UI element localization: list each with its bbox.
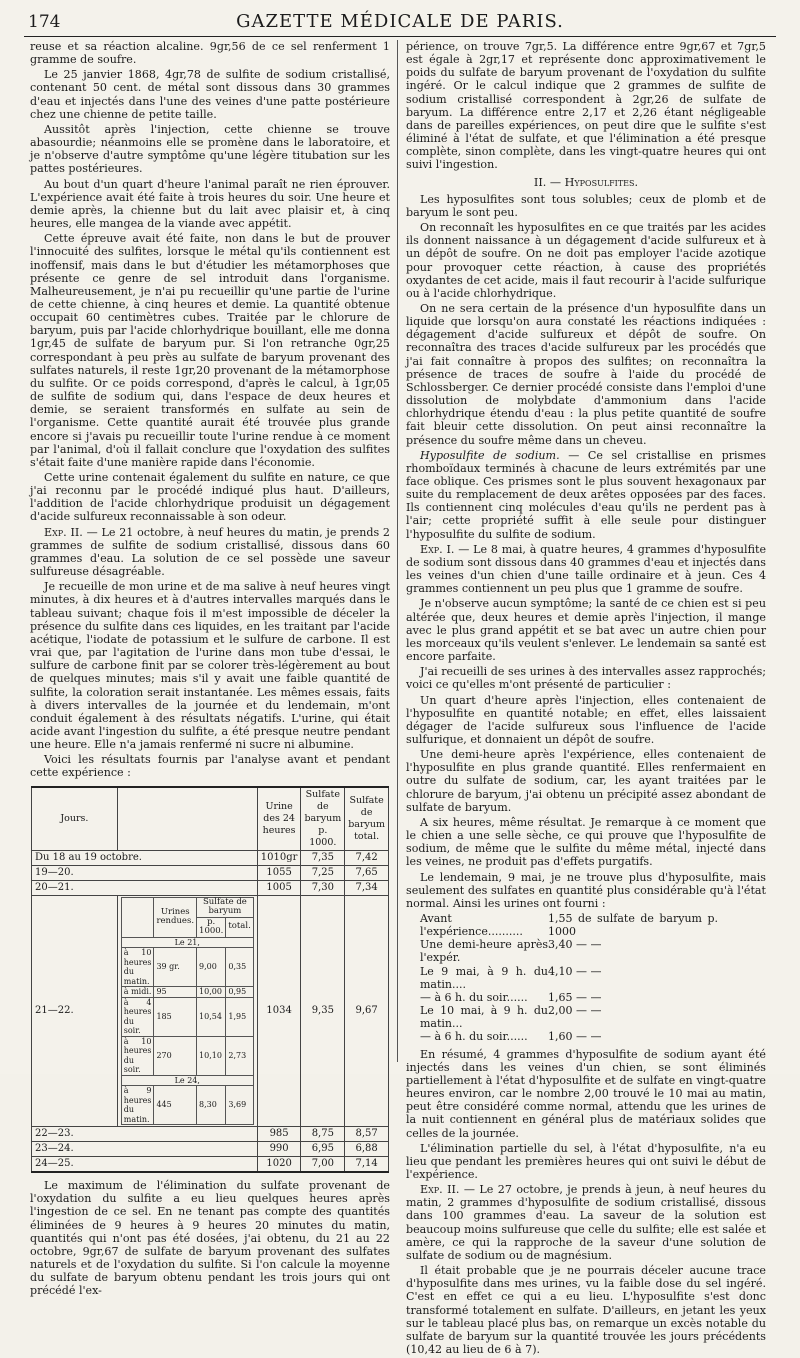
sub-cell-label: à 10 heures du soir. xyxy=(121,1036,154,1075)
paragraph: Il était probable que je ne pourrais déceler aucune trace d'hyposulfite dans mes urines, vu la faible dose du sel ingéré. C'est en effet ce qui a eu lieu. L'hyposulfite s'est donc transformé totalement en sulfate. D'ailleurs, en jetant les yeux sur le tableau placé plus bas, on remarque un excès notable du sulfate de baryum sur la quantité trouvée les jours précédents (10,42 au lieu de 6 à 7). xyxy=(406,1264,766,1356)
cell-urine: 990 xyxy=(257,1142,301,1157)
left-column xyxy=(30,40,390,1300)
cell-urine: 1010gr xyxy=(257,850,301,865)
sub-header-sulfate: Sulfate de baryum xyxy=(197,897,254,917)
sub-cell-label: à 9 heures du matin. xyxy=(121,1086,154,1125)
sub-cell-label: à 10 heures du matin. xyxy=(121,948,154,987)
sub-cell-p1000: 10,00 xyxy=(197,987,226,998)
sub-table-row xyxy=(121,1086,253,1125)
cell-total: 7,34 xyxy=(345,880,389,895)
paragraph: Les hyposulfites sont tous solubles; ceux de plomb et de baryum le sont peu. xyxy=(406,192,766,219)
sub-cell-urines: 95 xyxy=(154,987,197,998)
cell-p1000: 7,30 xyxy=(301,880,345,895)
column-header-sulfate: Sulfate de baryum p. 1000. xyxy=(301,787,345,851)
list-item-label: — à 6 h. du soir...... xyxy=(420,990,528,1004)
table-row xyxy=(32,865,389,880)
paragraph: Une demi-heure après l'expérience, elles contenaient de l'hyposulfite en plus grande quantité. Elles renfermaient en outre du sulfate de sodium, car, les ayant traitées par le chlorure de baryum, j'ai obtenu un précipité assez abondant de sulfate de baryum. xyxy=(406,748,766,814)
paragraph xyxy=(406,449,766,541)
cell-p1000: 7,00 xyxy=(301,1157,345,1173)
paragraph-text: — Ce sel cristallise en prismes rhomboïdaux terminés à chacune de leurs extrémités par une face oblique. Ces prismes sont le plus souvent hexagonaux par suite du remplacement de deux arêtes opposées par des faces. Ils contiennent cinq molécules d'eau qu'ils ne perdent pas à l'air; cette propriété suffit à elle seule pour distinguer l'hyposulfite du sulfite de sodium. xyxy=(406,448,766,541)
table-row xyxy=(32,895,389,1127)
sub-cell-urines: 445 xyxy=(154,1086,197,1125)
list-item xyxy=(420,1030,766,1043)
paragraph: Je recueille de mon urine et de ma salive à neuf heures vingt minutes, à dix heures et à d'autres intervalles marqués dans le tableau suivant; chaque fois il m'est impossible de déceler la présence du sulfite dans ces liquides, en les traitant par l'acide acétique, l'iodate de potassium et le sulfure de carbone. Il est vrai que, par l'agitation de l'urine dans mon tube d'essai, le sulfure de carbone finit par se colorer très-légèrement au bout de quelques minutes; mais s'il y avait une faible quantité de sulfite, la coloration serait instantanée. Les mêmes essais, faits à divers intervalles de la journée et du lendemain, m'ont conduit également à des résultats négatifs. L'urine, qui était acide avant l'ingestion du sulfite, a été presque neutre pendant une heure. Elle n'a jamais renfermé ni sucre ni albumine. xyxy=(30,580,390,752)
page-header xyxy=(24,10,776,37)
paragraph: Le 25 janvier 1868, 4gr,78 de sulfite de sodium cristallisé, contenant 50 cent. de métal sont dissous dans 30 grammes d'eau et injectés dans l'une des veines d'une patte postérieure chez une chienne de petite taille. xyxy=(30,68,390,121)
sub-table xyxy=(121,897,254,1126)
cell-jours: 22—23. xyxy=(32,1127,258,1142)
sub-table-cell xyxy=(117,895,257,1127)
cell-jours: 24—25. xyxy=(32,1157,258,1173)
table-row xyxy=(32,1157,389,1173)
sub-table-row xyxy=(121,1075,253,1086)
column-divider xyxy=(397,40,398,1062)
paragraph: reuse et sa réaction alcaline. 9gr,56 de ce sel renferment 1 gramme de soufre. xyxy=(30,40,390,67)
sub-cell-p1000: 10,10 xyxy=(197,1036,226,1075)
experiment-label: Exp. II. xyxy=(44,525,83,539)
paragraph xyxy=(406,1183,766,1262)
paragraph: Le lendemain, 9 mai, je ne trouve plus d'hyposulfite, mais seulement des sulfates en quantité plus considérable qu'à l'état normal. Ainsi les urines ont fourni : xyxy=(406,870,766,910)
right-column xyxy=(406,40,766,1358)
cell-urine: 1020 xyxy=(257,1157,301,1173)
sub-table-row xyxy=(121,1036,253,1075)
sub-table-row xyxy=(121,997,253,1036)
column-header-urine: Urine des 24 heures xyxy=(257,787,301,851)
cell-total: 9,67 xyxy=(345,895,389,1127)
cell-jours: 23—24. xyxy=(32,1142,258,1157)
section-title: II. — Hyposulfites. xyxy=(533,175,639,189)
sub-header-total: total. xyxy=(226,917,253,937)
paragraph xyxy=(30,526,390,579)
list-item xyxy=(420,938,766,964)
paragraph: Le maximum de l'élimination du sulfate provenant de l'oxydation du sulfite a eu lieu quelques heures après l'ingestion de ce sel. En ne tenant pas compte des quantités éliminées de 9 heures à 9 heures 20 minutes du matin, quantités qui n'ont pas été dosées, j'ai obtenu, du 21 au 22 octobre, 9gr,67 de sulfate de baryum provenant des sulfates naturels et de l'oxydation du sulfite. Si l'on calcule la moyenne du sulfate de baryum obtenu pendant les trois jours qui ont précédé l'ex- xyxy=(30,1179,390,1298)
paragraph: Cette épreuve avait été faite, non dans le but de prouver l'innocuité des sulfites, lorsque le métal qu'ils contiennent est inoffensif, mais dans le but d'étudier les métamorphoses que présente ce genre de sel introduit dans l'organisme. Malheureusement, je n'ai pu recueillir qu'une partie de l'urine de cette chienne, à cinq heures et demie. La quantité obtenue occupait 60 centimètres cubes. Traitée par le chlorure de baryum, puis par l'acide chlorhydrique bouillant, elle me donna 1gr,45 de sulfate de baryum pur. Si l'on retranche 0gr,25 correspondant à peu près au sulfate de baryum provenant des sulfates naturels, il reste 1gr,20 provenant de la métamorphose du sulfite. Or ce poids correspond, d'après le calcul, à 1gr,05 de sulfite de sodium qui, dans l'espace de deux heures et demie, se seraient transformés en sulfate au sein de l'organisme. Cette quantité aurait été trouvée plus grande encore si j'avais pu recueillir toute l'urine rendue à ce moment par l'animal, d'où il fallait conclure que l'oxydation des sulfites s'était faite d'une manière rapide dans l'économie. xyxy=(30,232,390,469)
paragraph: Au bout d'un quart d'heure l'animal paraît ne rien éprouver. L'expérience avait été faite à trois heures du soir. Une heure et demie après, la chienne but du lait avec plaisir et, à cinq heures, elle mangea de la viande avec appétit. xyxy=(30,177,390,231)
sub-cell-urines: 270 xyxy=(154,1036,197,1075)
cell-urine: 1055 xyxy=(257,865,301,880)
list-item-value: 2,00 — — xyxy=(548,1004,602,1018)
table-row xyxy=(32,880,389,895)
table-row xyxy=(32,1127,389,1142)
cell-p1000: 8,75 xyxy=(301,1127,345,1142)
cell-p1000: 9,35 xyxy=(301,895,345,1127)
list-item xyxy=(420,912,766,938)
sub-cell-total: 2,73 xyxy=(226,1036,253,1075)
cell-total: 7,42 xyxy=(345,850,389,865)
sub-group-title: Le 21, xyxy=(121,937,253,948)
list-item xyxy=(420,965,766,991)
list-item-value: 1,55 de sulfate de baryum p. 1000 xyxy=(548,912,718,939)
sub-cell-urines: 39 gr. xyxy=(154,948,197,987)
list-item-label: Avant l'expérience.......... xyxy=(420,912,523,939)
subsection-title: Hyposulfite de sodium. xyxy=(420,448,560,462)
sub-header-p1000: p. 1000. xyxy=(197,917,226,937)
table-row xyxy=(32,1142,389,1157)
paragraph: périence, on trouve 7gr,5. La différence entre 9gr,67 et 7gr,5 est égale à 2gr,17 et représente donc approximativement le poids du sulfate de baryum provenant de l'oxydation du sulfite ingéré. Or le calcul indique que 2 grammes de sulfite de sodium cristallisé correspondent à 2gr,26 de sulfate de baryum. La différence entre 2,17 et 2,26 étant négligeable dans de pareilles expériences, on peut dire que le sulfite s'est éliminé à l'état de sulfate, et que l'élimination a été presque complète, sinon complète, dans les vingt-quatre heures qui ont suivi l'ingestion. xyxy=(406,40,766,172)
sub-cell-p1000: 9,00 xyxy=(197,948,226,987)
sub-cell-p1000: 8,30 xyxy=(197,1086,226,1125)
sub-cell-total: 0,35 xyxy=(226,948,253,987)
results-table xyxy=(31,786,389,1174)
cell-jours: 20—21. xyxy=(32,880,258,895)
paragraph-text: — Le 21 octobre, à neuf heures du matin, je prends 2 grammes de sulfite de sodium cristallisé, dissous dans 60 grammes d'eau. La solution de ce sel possède une saveur sulfureuse désagréable. xyxy=(30,525,390,579)
sub-cell-total: 1,95 xyxy=(226,997,253,1036)
experiment-label: Exp. II. xyxy=(420,1183,460,1197)
sub-header-urines: Urines rendues. xyxy=(154,897,197,937)
paragraph: Je n'observe aucun symptôme; la santé de ce chien est si peu altérée que, deux heures et demie après l'injection, il mange avec le plus grand appétit et se bat avec un autre chien pour les morceaux qu'ils veulent s'enlever. Le lendemain sa santé est encore parfaite. xyxy=(406,597,766,664)
list-item-value: 1,65 — — xyxy=(548,990,602,1004)
cell-jours: 21—22. xyxy=(32,895,118,1127)
sub-table-row xyxy=(121,948,253,987)
sub-cell-label: à 4 heures du soir. xyxy=(121,997,154,1036)
paragraph: A six heures, même résultat. Je remarque à ce moment que le chien a une selle sèche, ce qui prouve que l'hyposulfite de sodium, de même que le sulfite du même métal, injecté dans les veines, ne produit pas d'effets purgatifs. xyxy=(406,815,766,869)
cell-total: 6,88 xyxy=(345,1142,389,1157)
sub-cell-total: 3,69 xyxy=(226,1086,253,1125)
cell-urine: 985 xyxy=(257,1127,301,1142)
sub-group-title: Le 24, xyxy=(121,1075,253,1086)
paragraph: Voici les résultats fournis par l'analyse avant et pendant cette expérience : xyxy=(30,753,390,780)
table-header-row xyxy=(32,787,389,851)
sub-cell-urines: 185 xyxy=(154,997,197,1036)
sub-cell-label: à midi. xyxy=(121,987,154,998)
list-item-label: Le 10 mai, à 9 h. du matin... xyxy=(420,1004,548,1031)
sub-cell-p1000: 10,54 xyxy=(197,997,226,1036)
cell-total: 8,57 xyxy=(345,1127,389,1142)
cell-jours: Du 18 au 19 octobre. xyxy=(32,850,258,865)
paragraph xyxy=(406,543,766,596)
experiment-label: Exp. I. xyxy=(420,542,455,556)
cell-p1000: 7,25 xyxy=(301,865,345,880)
paragraph: En résumé, 4 grammes d'hyposulfite de sodium ayant été injectés dans les veines d'un chien, se sont éliminés partiellement à l'état d'hyposulfite et de sulfate en vingt-quatre heures environ, car le nombre 2,00 trouvé le 10 mai au matin, peut être considéré comme normal, attendu que les urines de la nuit contiennent en général plus de matériaux solides que celles de la journée. xyxy=(406,1047,766,1140)
elimination-list xyxy=(420,912,766,1044)
paragraph: Aussitôt après l'injection, cette chienne se trouve abasourdie; néanmoins elle se promène dans le laboratoire, et je n'observe d'autre symptôme qu'une légère titubation sur les pattes postérieures. xyxy=(30,122,390,176)
paragraph: On ne sera certain de la présence d'un hyposulfite dans un liquide que lorsqu'on aura constaté les réactions indiquées : dégagement d'acide sulfureux et dépôt de soufre. On reconnaîtra des traces d'acide sulfureux par les procédés que j'ai fait connaître à propos des sulfites; on reconnaîtra la présence de traces de soufre à l'aide du procédé de Schlossberger. Ce dernier procédé consiste dans l'emploi d'une dissolution de molybdate d'ammonium dans l'acide chlorhydrique étendu d'eau : la plus petite quantité de soufre fait bleuir cette dissolution. On peut ainsi reconnaître la présence du soufre même dans un cheveu. xyxy=(406,301,766,447)
paragraph: Cette urine contenait également du sulfite en nature, ce que j'ai reconnu par le procédé indiqué plus haut. D'ailleurs, l'addition de l'acide chlorhydrique produisit un dégagement d'acide sulfureux reconnaissable à son odeur. xyxy=(30,471,390,524)
list-item-value: 3,40 — — xyxy=(548,938,602,952)
cell-total: 7,65 xyxy=(345,865,389,880)
list-item-label: Une demi-heure après l'expér. xyxy=(420,938,548,965)
sub-table-header-row xyxy=(121,897,253,917)
cell-p1000: 6,95 xyxy=(301,1142,345,1157)
sub-cell-total: 0,95 xyxy=(226,987,253,998)
column-header-blank xyxy=(117,787,257,851)
column-header-jours: Jours. xyxy=(32,787,118,851)
cell-total: 7,14 xyxy=(345,1157,389,1173)
paragraph: On reconnaît les hyposulfites en ce que traités par les acides ils donnent naissance à un dégagement d'acide sulfureux et à un dépôt de soufre. On ne doit pas employer l'acide azotique pour provoquer cette réaction, à cause des propriétés oxydantes de cet acide, mais il faut recourir à l'acide sulfurique ou à l'acide chlorhydrique. xyxy=(406,221,766,300)
paragraph: L'élimination partielle du sel, à l'état d'hyposulfite, n'a eu lieu que pendant les premières heures qui ont suivi le début de l'expérience. xyxy=(406,1141,766,1181)
paragraph-text: — Le 8 mai, à quatre heures, 4 grammes d'hyposulfite de sodium sont dissous dans 40 grammes d'eau et injectés dans les veines d'un chien d'une taille ordinaire et à jeun. Ces 4 grammes contiennent un peu plus que 1 gramme de soufre. xyxy=(406,542,767,596)
list-item-label: Le 9 mai, à 9 h. du matin.... xyxy=(420,964,548,991)
cell-urine: 1005 xyxy=(257,880,301,895)
table-row xyxy=(32,850,389,865)
cell-jours: 19—20. xyxy=(32,865,258,880)
cell-p1000: 7,35 xyxy=(301,850,345,865)
list-item-label: — à 6 h. du soir...... xyxy=(420,1030,528,1044)
list-item xyxy=(420,1004,766,1030)
paragraph: J'ai recueilli de ses urines à des intervalles assez rapprochés; voici ce qu'elles m'ont présenté de particulier : xyxy=(406,665,766,692)
cell-urine: 1034 xyxy=(257,895,301,1127)
list-item-value: 4,10 — — xyxy=(548,964,602,978)
page-number: 174 xyxy=(28,12,61,32)
sub-table-row xyxy=(121,987,253,998)
paragraph-text: — Le 27 octobre, je prends à jeun, à neuf heures du matin, 2 grammes d'hyposulfite de sodium cristallisé, dissous dans 100 grammes d'eau. La saveur de la solution est beaucoup moins sulfureuse que celle du sulfite; elle est salée et amère, ce qui la rapproche de la saveur d'une solution de sulfate de sodium ou de magnésium. xyxy=(406,1183,766,1262)
paragraph: Un quart d'heure après l'injection, elles contenaient de l'hyposulfite en quantité notable; en effet, elles laissaient dégager de l'acide sulfureux sous l'influence de l'acide sulfurique, et donnaient un dépôt de soufre. xyxy=(406,693,766,746)
sub-table-row xyxy=(121,937,253,948)
list-item xyxy=(420,991,766,1004)
sub-header-blank xyxy=(121,897,154,937)
list-item-value: 1,60 — — xyxy=(548,1030,602,1044)
running-title: GAZETTE MÉDICALE DE PARIS. xyxy=(236,11,564,32)
column-header-total: Sulfate de baryum total. xyxy=(345,787,389,851)
